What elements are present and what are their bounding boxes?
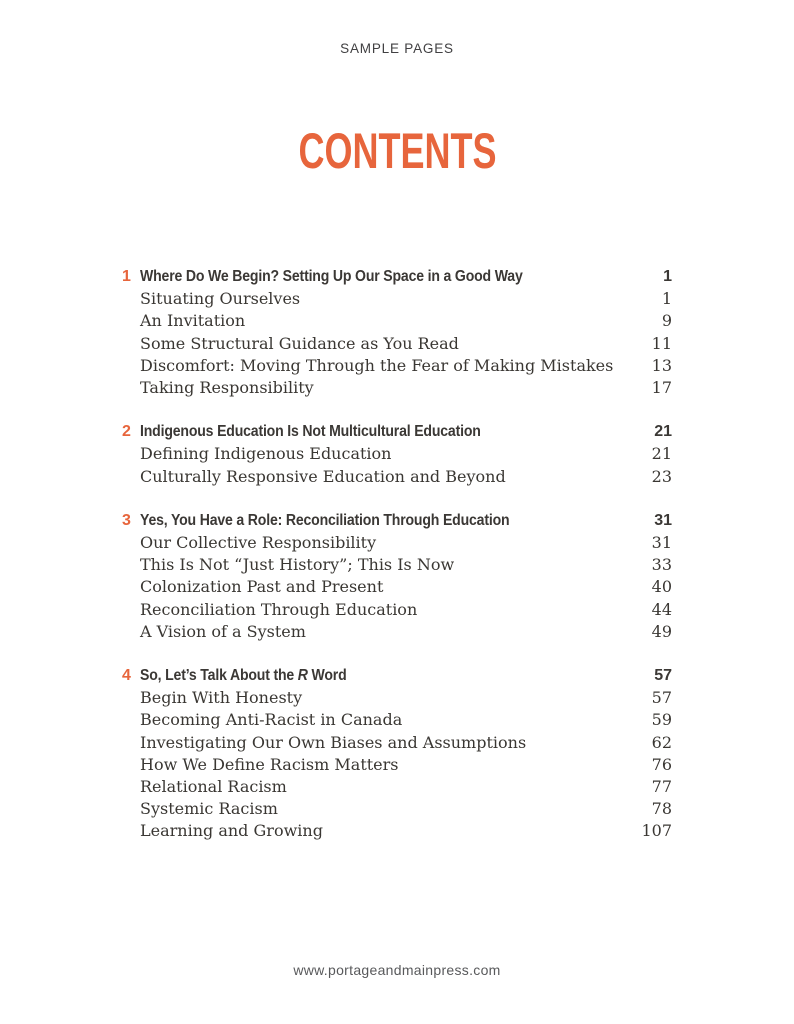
section-title-cell (122, 599, 652, 621)
section-page-number: 1 (661, 289, 672, 309)
chapter-title-cell (140, 421, 654, 443)
section-page-number: 40 (651, 577, 672, 597)
section-title: This Is Not “Just History”; This Is Now (140, 555, 455, 575)
toc-section-row (122, 443, 672, 465)
toc-section-row (122, 754, 672, 776)
chapter-page-number: 31 (654, 511, 672, 529)
section-title-cell (122, 554, 652, 576)
section-page-number: 13 (651, 355, 672, 375)
chapter-title-cell (140, 510, 654, 532)
section-title: Situating Ourselves (140, 289, 301, 309)
toc-chapter-row (122, 510, 672, 532)
chapter-title-pre: So, Let’s Talk About the (140, 667, 298, 685)
section-title: Some Structural Guidance as You Read (140, 333, 459, 353)
section-title: How We Define Racism Matters (140, 754, 399, 774)
toc-chapter (122, 421, 672, 488)
chapter-title-cell (140, 665, 654, 687)
section-title-cell (122, 576, 652, 598)
section-page-number: 59 (651, 710, 672, 730)
chapter-title: Indigenous Education Is Not Multicultural Education (140, 423, 481, 441)
toc-section-row (122, 576, 672, 598)
section-title-cell (122, 466, 652, 488)
page-title: CONTENTS (298, 123, 496, 179)
section-title-cell (122, 621, 652, 643)
chapter-number: 4 (122, 667, 131, 685)
section-title-cell (122, 355, 652, 377)
chapter-title: Where Do We Begin? Setting Up Our Space in a Good Way (140, 268, 523, 285)
toc-section-row (122, 599, 672, 621)
section-page-number: 9 (661, 311, 672, 331)
section-page-number: 78 (651, 799, 672, 819)
toc (122, 266, 672, 865)
section-title-cell (122, 288, 662, 310)
toc-section-row (122, 554, 672, 576)
section-title-cell (122, 333, 652, 355)
toc-section-row (122, 377, 672, 399)
section-title: An Invitation (140, 311, 246, 331)
toc-section-row (122, 798, 672, 820)
section-title-cell (122, 798, 652, 820)
chapter-title (140, 665, 347, 687)
toc-section-row (122, 621, 672, 643)
toc-chapter-row (122, 665, 672, 687)
section-title: Discomfort: Moving Through the Fear of Making Mistakes (140, 355, 614, 375)
toc-chapter (122, 665, 672, 843)
section-title: Culturally Responsive Education and Beyond (140, 466, 506, 486)
chapter-number: 1 (122, 268, 131, 285)
section-page-number: 62 (651, 732, 672, 752)
section-title-cell (122, 820, 641, 842)
section-page-number: 33 (651, 555, 672, 575)
chapter-title-post: Word (307, 667, 347, 685)
section-title: Reconciliation Through Education (140, 599, 418, 619)
toc-section-row (122, 288, 672, 310)
toc-section-row (122, 310, 672, 332)
chapter-number: 2 (122, 423, 131, 441)
toc-section-row (122, 709, 672, 731)
toc-chapter-row (122, 266, 672, 288)
toc-chapter (122, 266, 672, 399)
section-title-cell (122, 532, 652, 554)
toc-section-row (122, 333, 672, 355)
section-page-number: 77 (651, 777, 672, 797)
toc-section-row (122, 466, 672, 488)
section-page-number: 44 (651, 599, 672, 619)
toc-section-row (122, 355, 672, 377)
chapter-title: Yes, You Have a Role: Reconciliation Through Education (140, 511, 510, 529)
section-title-cell (122, 310, 662, 332)
toc-section-row (122, 732, 672, 754)
section-title: A Vision of a System (140, 621, 306, 641)
section-title-cell (122, 732, 652, 754)
section-title: Systemic Racism (140, 799, 278, 819)
chapter-title-cell (140, 266, 663, 288)
section-title: Begin With Honesty (140, 688, 303, 708)
section-title-cell (122, 443, 652, 465)
toc-section-row (122, 687, 672, 709)
section-title-cell (122, 377, 652, 399)
section-title: Relational Racism (140, 777, 287, 797)
section-page-number: 23 (651, 466, 672, 486)
sample-pages-label: SAMPLE PAGES (340, 41, 454, 56)
section-page-number: 21 (651, 444, 672, 464)
section-page-number: 57 (651, 688, 672, 708)
toc-chapter-row (122, 421, 672, 443)
section-title: Investigating Our Own Biases and Assumptions (140, 732, 527, 752)
toc-section-row (122, 776, 672, 798)
section-title: Learning and Growing (140, 821, 323, 841)
toc-section-row (122, 532, 672, 554)
chapter-number: 3 (122, 511, 131, 529)
chapter-page-number: 57 (654, 667, 672, 685)
footer-url: www.portageandmainpress.com (293, 962, 501, 978)
section-page-number: 49 (651, 621, 672, 641)
section-page-number: 17 (651, 378, 672, 398)
chapter-page-number: 1 (663, 268, 672, 285)
section-page-number: 11 (651, 333, 672, 353)
section-title: Our Collective Responsibility (140, 533, 377, 553)
section-title: Taking Responsibility (140, 378, 314, 398)
section-title: Colonization Past and Present (140, 577, 384, 597)
section-page-number: 31 (651, 533, 672, 553)
chapter-page-number: 21 (654, 423, 672, 441)
section-title-cell (122, 687, 652, 709)
chapter-title-italic: R (297, 667, 308, 685)
page-title-wrap (0, 123, 794, 179)
section-title: Defining Indigenous Education (140, 444, 392, 464)
section-title: Becoming Anti-Racist in Canada (140, 710, 403, 730)
toc-chapter (122, 510, 672, 643)
section-title-cell (122, 709, 652, 731)
section-page-number: 107 (641, 821, 672, 841)
section-page-number: 76 (651, 754, 672, 774)
section-title-cell (122, 776, 652, 798)
section-title-cell (122, 754, 652, 776)
toc-section-row (122, 820, 672, 842)
